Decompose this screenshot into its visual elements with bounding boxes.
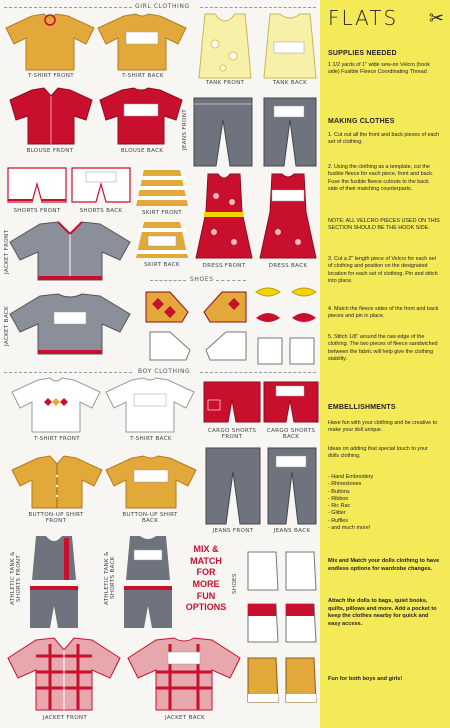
mix-line: MATCH [190, 555, 222, 566]
shorts-front-girl [6, 166, 68, 206]
jacket-back-girl-label: JACKET BACK [4, 305, 10, 347]
divider [200, 7, 316, 8]
shoes-heading-girl: SHOES [190, 276, 214, 283]
dress-front [194, 172, 254, 260]
boy-tshirt-front [10, 376, 102, 434]
mix-line: FUN [196, 590, 216, 601]
idea-item: - Rhinestones [328, 481, 362, 488]
mix-line: OPTIONS [185, 602, 227, 613]
shoe-white-left [146, 328, 194, 364]
athletic-front [24, 534, 84, 632]
boy-shoe-red-pair [244, 598, 320, 648]
jacket-back-boy [124, 636, 244, 712]
shoe-white-pair [254, 334, 320, 368]
embellish-text: Have fun with your clothing and be creative to make your doll unique. [328, 420, 438, 434]
jeans-back-girl [260, 96, 320, 168]
cargo-back-label: CARGO SHORTS BACK [266, 428, 316, 440]
shoe-argyle-left [142, 286, 192, 326]
boy-clothing-heading: BOY CLOTHING [138, 368, 191, 375]
making-heading: MAKING CLOTHES [328, 118, 395, 125]
jacket-back-girl [6, 292, 134, 358]
jeans-back-boy-label: JEANS BACK [273, 528, 311, 534]
idea-item: - Hand Embroidery [328, 474, 374, 480]
athletic-front-label: ATHLETIC TANK & SHORTS FRONT [10, 551, 22, 605]
jeans-front-girl-label: JEANS FRONT [182, 109, 188, 151]
skirt-back-label: SKIRT BACK [144, 262, 180, 268]
step-1: 1. Cut out all the front and back pieces of each set of clothing. [328, 132, 440, 146]
jacket-front-boy-label: JACKET FRONT [42, 715, 88, 721]
dress-back [258, 172, 318, 260]
mix-and-match-callout [180, 544, 232, 614]
shorts-back-girl [70, 166, 132, 206]
step-5: 5. Stitch 1/8" around the raw edge of the clothing. The two pieces of fleece sandwiched between the fabric will help give the clothing stability. [328, 334, 438, 362]
jacket-front-boy [4, 636, 124, 712]
tank-back-label: TANK BACK [272, 80, 308, 86]
boy-shoe-white-pair [244, 546, 320, 596]
shoe-yellow-pair [254, 282, 320, 306]
boy-tshirt-back-label: T-SHIRT BACK [130, 436, 172, 442]
mix-line: FOR [196, 567, 216, 578]
tank-front-girl [193, 12, 257, 80]
girl-clothing-heading: GIRL CLOTHING [135, 3, 190, 10]
blouse-front [6, 86, 96, 146]
cargo-shorts-front [202, 380, 262, 426]
idea-item: - Glitter [328, 510, 346, 517]
step-2: 2. Using the clothing as a template, cut the fusible fleece for each piece, front and back. Fuse the fusible fleece cutouts to the back side of their matching counterparts. [328, 164, 434, 192]
boy-tshirt-front-label: T-SHIRT FRONT [33, 436, 80, 442]
boy-tshirt-back [104, 376, 196, 434]
mix-match-note: Mix and Match your dolls clothing to have endless options for wardrobe changes. [328, 558, 440, 572]
jacket-front-girl-label: JACKET FRONT [4, 229, 10, 275]
idea-item: - Ribbon [328, 495, 349, 502]
skirt-front-label: SKIRT FRONT [142, 210, 182, 216]
jeans-front-girl [190, 96, 256, 168]
shoe-red-pair [254, 306, 320, 330]
dress-back-label: DRESS BACK [268, 263, 308, 269]
tshirt-front-girl [4, 12, 96, 72]
tshirt-back-label: T-SHIRT BACK [122, 73, 164, 79]
supplies-text: 1 1/2 yards of 1" wide sew-on Velcro (hook side) Fusible Fleece Coordinating Thread [328, 62, 430, 76]
shorts-front-label: SHORTS FRONT [13, 208, 61, 214]
jacket-front-girl [6, 220, 134, 284]
shoe-white-right [202, 328, 250, 364]
tank-back-girl [258, 12, 320, 80]
boy-shoe-mustard-pair [244, 654, 320, 708]
athletic-back [118, 534, 178, 632]
tshirt-back-girl [96, 12, 188, 72]
ideas-text: Ideas on adding that special touch to your dolls clothing. [328, 446, 428, 460]
divider [200, 372, 316, 373]
idea-item: - Ruffles [328, 517, 348, 524]
supplies-heading: SUPPLIES NEEDED [328, 50, 397, 57]
athletic-back-label: ATHLETIC TANK & SHORTS BACK [104, 551, 116, 605]
tshirt-front-label: T-SHIRT FRONT [27, 73, 74, 79]
shoe-argyle-right [200, 286, 250, 326]
shoes-heading-boy: SHOES [232, 573, 238, 595]
attach-note: Attach the dolls to bags, quiet books, quilts, pillows and more. Add a pocket to keep the clothes nearby for quick and easy access. [328, 598, 437, 627]
jeans-front-boy-label: JEANS FRONT [212, 528, 254, 534]
skirt-front [134, 168, 190, 208]
ideas-list [328, 474, 440, 532]
idea-item: - Ric Rac [328, 503, 351, 510]
cargo-front-label: CARGO SHORTS FRONT [207, 428, 257, 440]
skirt-back [134, 220, 190, 260]
embellishments-heading: EMBELLISHMENTS [328, 404, 396, 411]
step-4: 4. Match the fleece sides of the front and back pieces and pin in place. [328, 306, 439, 320]
sidebar-title: FLATS [328, 6, 399, 30]
divider [4, 372, 132, 373]
velcro-note: NOTE: ALL VELCRO PIECES USED ON THIS SECTION SHOULD BE THE HOOK SIDE. [328, 218, 440, 232]
buttonup-back-label: BUTTON-UP SHIRT BACK [122, 512, 178, 524]
cargo-shorts-back [262, 380, 320, 426]
divider [150, 280, 186, 281]
instructions-sidebar [320, 0, 450, 728]
buttonup-front [10, 454, 104, 510]
buttonup-back [104, 454, 198, 510]
divider [216, 280, 246, 281]
buttonup-front-label: BUTTON-UP SHIRT FRONT [28, 512, 84, 524]
jacket-back-boy-label: JACKET BACK [164, 715, 206, 721]
blouse-back-label: BLOUSE BACK [120, 148, 164, 154]
tank-front-label: TANK FRONT [205, 80, 245, 86]
mix-line: MIX & [193, 544, 219, 554]
scissors-icon: ✂ [428, 8, 444, 28]
blouse-front-label: BLOUSE FRONT [26, 148, 74, 154]
mix-line: MORE [192, 579, 220, 590]
divider [4, 7, 132, 8]
idea-item: - Buttons [328, 488, 350, 495]
jeans-back-boy [264, 446, 320, 526]
shorts-back-label: SHORTS BACK [79, 208, 123, 214]
step-3: 3. Cut a 2" length piece of Velcro for each set of clothing and position on the designated location for each set of clothing. Pin and stitch into place. [328, 256, 438, 284]
fun-note: Fun for both boys and girls! [328, 676, 403, 682]
idea-item: - and much more! [328, 525, 371, 532]
dress-front-label: DRESS FRONT [202, 263, 246, 269]
blouse-back [96, 86, 186, 146]
jeans-front-boy [202, 446, 264, 526]
